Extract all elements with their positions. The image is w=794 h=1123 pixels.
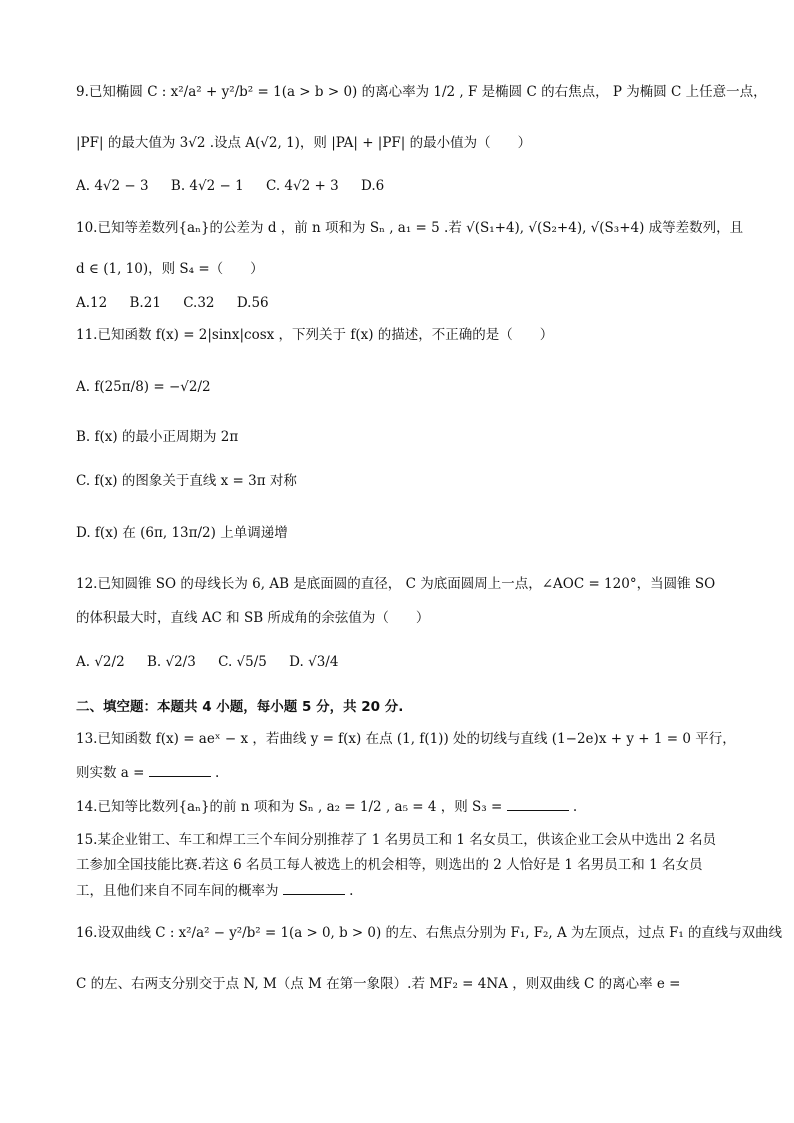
q12-options (76, 652, 356, 672)
section-heading-fill-in: 二、填空题：本题共 4 小题，每小题 5 分，共 20 分. (76, 699, 404, 715)
q13-answer-prompt: 则实数 a = (76, 765, 145, 781)
q12-option-b[interactable]: B. √2/3 (146, 654, 196, 670)
q15-line3 (76, 880, 353, 901)
q12-line2: 的体积最大时，直线 AC 和 SB 所成角的余弦值为（ ） (76, 610, 430, 626)
q14-end-mark: . (572, 799, 578, 815)
q10-line2: d ∈ (1, 10)，则 S₄ =（ ） (76, 261, 264, 277)
q10-option-b[interactable]: B.21 (129, 295, 161, 311)
q11-option-d[interactable]: D. f(x) 在 (6π, 13π/2) 上单调递增 (76, 525, 288, 541)
q14-answer-blank[interactable] (507, 796, 569, 811)
q13-answer-blank[interactable] (149, 762, 211, 777)
q9-option-d[interactable]: D.6 (360, 178, 385, 194)
q9-stem-start: 9.已知椭圆 (76, 84, 143, 100)
q9-stem-end: 的离心率为 1/2 , F 是椭圆 C 的右焦点， P 为椭圆 C 上任意一点， (361, 84, 767, 100)
q9-option-a[interactable]: A. 4√2 − 3 (76, 178, 149, 194)
q12-line1: 12.已知圆锥 SO 的母线长为 6, AB 是底面圆的直径， C 为底面圆周上一点，∠AOC = 120°，当圆锥 SO (76, 576, 716, 592)
q15-answer-prompt: 工，且他们来自不同车间的概率为 (76, 883, 279, 899)
q11-option-a[interactable]: A. f(25π/8) = −√2/2 (76, 379, 211, 395)
q11-option-c[interactable]: C. f(x) 的图象关于直线 x = 3π 对称 (76, 473, 297, 489)
q9-option-b[interactable]: B. 4√2 − 1 (170, 178, 244, 194)
q16-line2: C 的左、右两支分别交于点 N, M（点 M 在第一象限）.若 MF₂ = 4NA ，则双曲线 C 的离心率 e = (76, 976, 681, 992)
q12-option-c[interactable]: C. √5/5 (218, 654, 267, 670)
q9-ellipse-equation: C : x²/a² + y²/b² = 1(a > b > 0) (147, 84, 358, 100)
q9-line2: |PF| 的最大值为 3√2 .设点 A(√2, 1)，则 |PA| + |PF| 的最小值为（ ） (76, 135, 532, 151)
q10-option-c[interactable]: C.32 (183, 295, 215, 311)
q10-options (76, 293, 287, 313)
q9-option-c[interactable]: C. 4√2 + 3 (265, 178, 339, 194)
q10-option-a[interactable]: A.12 (76, 295, 108, 311)
q14-stem: 14.已知等比数列{aₙ}的前 n 项和为 Sₙ , a₂ = 1/2 , a₅ = 4 ，则 S₃ = (76, 799, 503, 815)
q15-line2: 工参加全国技能比赛.若这 6 名员工每人被选上的机会相等，则选出的 2 人恰好是 1 名男员工和 1 名女员 (76, 857, 703, 873)
q11-stem: 11.已知函数 f(x) = 2|sinx|cosx ，下列关于 f(x) 的描述，不正确的是（ ） (76, 327, 554, 343)
q9-options (76, 176, 402, 196)
q14-line (76, 796, 577, 817)
q13-line2 (76, 762, 219, 783)
q12-option-a[interactable]: A. √2/2 (76, 654, 125, 670)
q16-line1: 16.设双曲线 C : x²/a² − y²/b² = 1(a > 0, b > 0) 的左、右焦点分别为 F₁, F₂, A 为左顶点，过点 F₁ 的直线与双曲线 (76, 925, 783, 941)
q10-line1: 10.已知等差数列{aₙ}的公差为 d ，前 n 项和为 Sₙ , a₁ = 5 .若 √(S₁+4), √(S₂+4), √(S₃+4) 成等差数列，且 (76, 220, 744, 236)
q15-end-mark: . (349, 883, 354, 899)
q15-line1: 15.某企业钳工、车工和焊工三个车间分别推荐了 1 名男员工和 1 名女员工，供该企业工会从中选出 2 名员 (76, 832, 716, 848)
q10-option-d[interactable]: D.56 (236, 295, 269, 311)
q11-option-b[interactable]: B. f(x) 的最小正周期为 2π (76, 429, 239, 445)
q12-option-d[interactable]: D. √3/4 (289, 654, 339, 670)
q13-end-mark: . (215, 765, 220, 781)
q13-line1: 13.已知函数 f(x) = aeˣ − x ，若曲线 y = f(x) 在点 (1, f(1)) 处的切线与直线 (1−2e)x + y + 1 = 0 平行， (76, 731, 736, 747)
q9-line1 (76, 82, 767, 102)
q15-answer-blank[interactable] (283, 880, 345, 895)
